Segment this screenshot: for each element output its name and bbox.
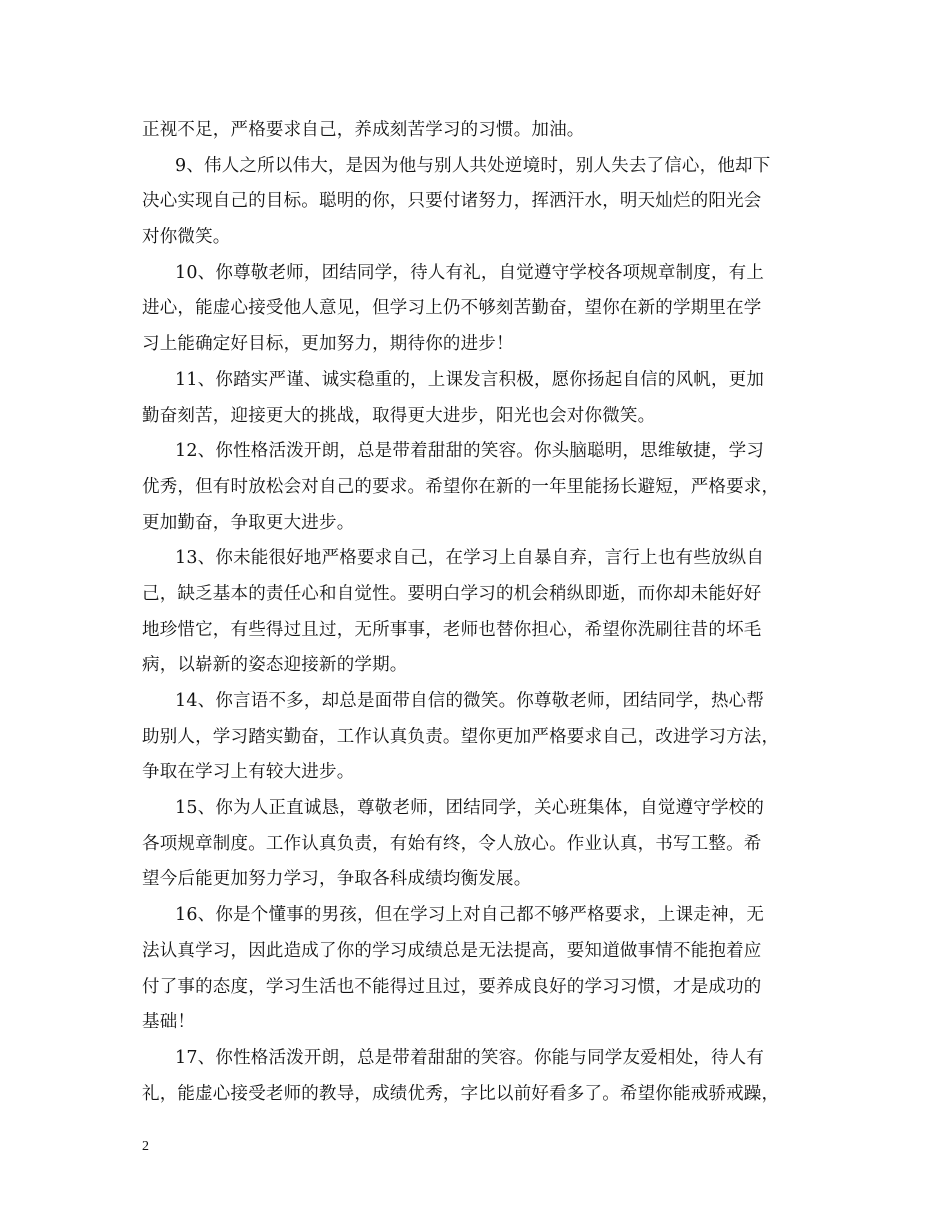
paragraph-first-line: 15、你为人正直诚恳，尊敬老师，团结同学，关心班集体，自觉遵守学校的 (175, 798, 765, 819)
document-body (142, 113, 810, 1112)
page-number: 2 (142, 1139, 149, 1154)
paragraph-line: 病，以崭新的姿态迎接新的学期。 (142, 655, 408, 676)
paragraph-line: 争取在学习上有较大进步。 (142, 762, 355, 783)
paragraph-first-line: 17、你性格活泼开朗，总是带着甜甜的笑容。你能与同学友爱相处，待人有 (175, 1047, 765, 1068)
paragraph-line: 更加勤奋，争取更大进步。 (142, 512, 355, 533)
paragraph-line: 习上能确定好目标，更加努力，期待你的进步！ (142, 334, 514, 355)
paragraph-first-line: 14、你言语不多，却总是面带自信的微笑。你尊敬老师，团结同学，热心帮 (175, 691, 765, 711)
paragraph-line: 进心，能虚心接受他人意见，但学习上仍不够刻苦勤奋，望你在新的学期里在学 (142, 298, 762, 319)
paragraph-line: 礼，能虚心接受老师的教导，成绩优秀，字比以前好看多了。希望你能戒骄戒躁， (142, 1083, 780, 1104)
paragraph-first-line: 11、你踏实严谨、诚实稳重的，上课发言积极，愿你扬起自信的风帆，更加 (175, 369, 765, 390)
paragraph-line: 法认真学习，因此造成了你的学习成绩总是无法提高，要知道做事情不能抱着应 (142, 940, 762, 961)
paragraph-line: 各项规章制度。工作认真负责，有始有终，令人放心。作业认真，书写工整。希 (142, 833, 762, 854)
paragraph-first-line: 13、你未能很好地严格要求自己，在学习上自暴自弃，言行上也有些放纵自 (175, 548, 765, 569)
paragraph-line: 决心实现自己的目标。聪明的你，只要付诸努力，挥洒汗水，明天灿烂的阳光会 (142, 191, 762, 212)
paragraph-line: 望今后能更加努力学习，争取各科成绩均衡发展。 (142, 869, 532, 890)
paragraph-first-line: 10、你尊敬老师，团结同学，待人有礼，自觉遵守学校各项规章制度，有上 (175, 262, 765, 283)
paragraph-line: 地珍惜它，有些得过且过，无所事事，老师也替你担心，希望你洗刷往昔的坏毛 (142, 619, 762, 640)
paragraph-line: 基础！ (142, 1012, 196, 1033)
paragraph-line: 勤奋刻苦，迎接更大的挑战，取得更大进步，阳光也会对你微笑。 (142, 405, 656, 426)
paragraph-line: 己，缺乏基本的责任心和自觉性。要明白学习的机会稍纵即逝，而你却未能好好 (142, 583, 762, 604)
paragraph-first-line: 9、伟人之所以伟大，是因为他与别人共处逆境时，别人失去了信心，他却下 (175, 155, 771, 176)
paragraph-line: 对你微笑。 (142, 227, 231, 248)
paragraph-first-line: 16、你是个懂事的男孩，但在学习上对自己都不够严格要求，上课走神，无 (175, 905, 765, 926)
paragraph-line: 助别人，学习踏实勤奋，工作认真负责。望你更加严格要求自己，改进学习方法， (142, 726, 780, 747)
paragraph-first-line: 12、你性格活泼开朗，总是带着甜甜的笑容。你头脑聪明，思维敏捷，学习 (175, 441, 765, 462)
paragraph-line: 优秀，但有时放松会对自己的要求。希望你在新的一年里能扬长避短，严格要求， (142, 476, 780, 497)
paragraph-line: 付了事的态度，学习生活也不能得过且过，要养成良好的学习习惯，才是成功的 (142, 976, 762, 997)
paragraph-line: 正视不足，严格要求自己，养成刻苦学习的习惯。加油。 (142, 120, 585, 140)
